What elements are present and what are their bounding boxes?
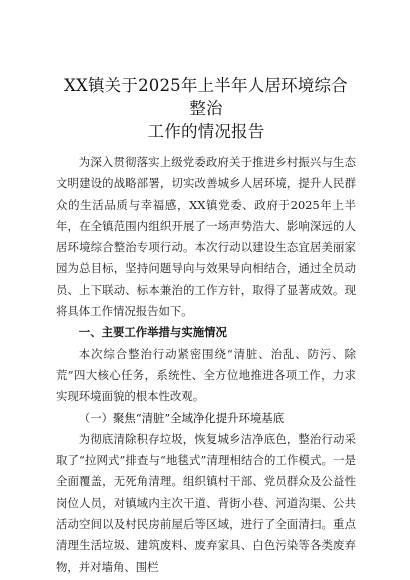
section-1-heading: 一、主要工作举措与实施情况 bbox=[78, 325, 227, 340]
document-title bbox=[56, 74, 356, 143]
section-1-paragraph: 本次综合整治行动紧密围绕“清脏、治乱、防污、除荒”四大核心任务，系统性、全方位地推进各项工作，力求实现环境面貌的根本性改观。 bbox=[56, 346, 356, 404]
document-body bbox=[56, 152, 356, 578]
document-title-line-1: XX镇关于2025年上半年人居环境综合整治 bbox=[64, 76, 348, 118]
subsection-1-paragraph: 为彻底清除积存垃圾，恢复城乡洁净底色，整治行动采取了“拉网式”排查与“地毯式”清理相结合的工作模式。一是全面覆盖，无死角清理。组织镇村干部、党员群众及公益性岗位人员，对镇域内主次干道、背街小巷、河道沟渠、公共活动空间以及村民房前屋后等区域，进行了全面清扫。重点清理生活垃圾、建筑废料、废弃家具、白色污染等各类废弃物，并对墙角、围栏 bbox=[56, 431, 356, 574]
intro-paragraph: 为深入贯彻落实上级党委政府关于推进乡村振兴与生态文明建设的战略部署，切实改善城乡人居环境，提升人民群众的生活品质与幸福感，XX镇党委、政府于2025年上半年，在全镇范围内组织开展了一场声势浩大、影响深远的人居环境综合整治专项行动。本次行动以建设生态宜居美丽家园为总目标，坚持问题导向与效果导向相结合，通过全员动员、上下联动、标本兼治的工作方针，取得了显著成效。现将具体工作情况报告如下。 bbox=[56, 155, 356, 319]
document-title-line-2: 工作的情况报告 bbox=[147, 122, 265, 141]
subsection-1-heading: （一）聚焦“清脏”全域净化提升环境基底 bbox=[78, 410, 285, 425]
document-content bbox=[56, 74, 356, 578]
